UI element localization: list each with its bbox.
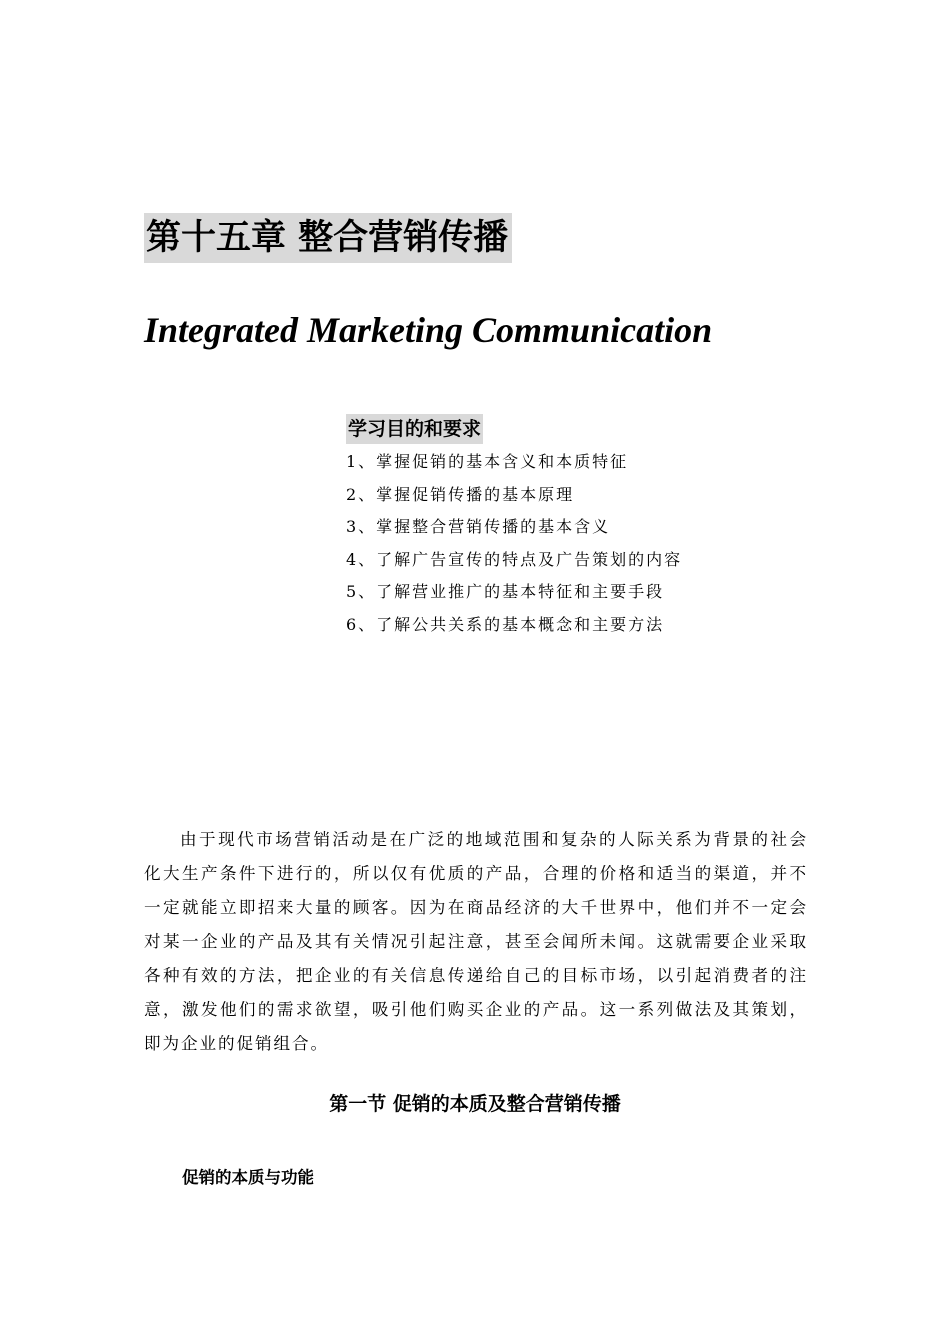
objective-item: 3、掌握整合营销传播的基本含义 [346,517,611,537]
objective-item: 1、掌握促销的基本含义和本质特征 [346,452,629,471]
chapter-subtitle-english: Integrated Marketing Communication [144,310,713,350]
section-heading: 第一节 促销的本质及整合营销传播 [329,1093,621,1115]
chapter-title: 第十五章 整合营销传播 [144,213,512,263]
learning-objectives-list [346,446,806,642]
intro-paragraph: 由于现代市场营销活动是在广泛的地域范围和复杂的人际关系为背景的社会化大生产条件下进行的，所以仅有优质的产品，合理的价格和适当的渠道，并不一定就能立即招来大量的顾客。因为在商品经济的大千世界中，他们并不一定会对某一企业的产品及其有关情况引起注意，甚至会闻所未闻。这就需要企业采取各种有效的方法，把企业的有关信息传递给自己的目标市场，以引起消费者的注意，激发他们的需求欲望，吸引他们购买企业的产品。这一系列做法及其策划，即为企业的促销组合。 [144,830,808,1053]
objective-item: 2、掌握促销传播的基本原理 [346,484,575,504]
objective-item: 5、了解营业推广的基本特征和主要手段 [346,582,665,602]
subsection-heading: 促销的本质与功能 [182,1168,314,1187]
objective-item: 4、了解广告宣传的特点及广告策划的内容 [346,549,683,569]
objective-item: 6、了解公共关系的基本概念和主要方法 [346,614,665,634]
learning-objectives-heading: 学习目的和要求 [346,414,483,444]
learning-objectives [346,414,806,642]
